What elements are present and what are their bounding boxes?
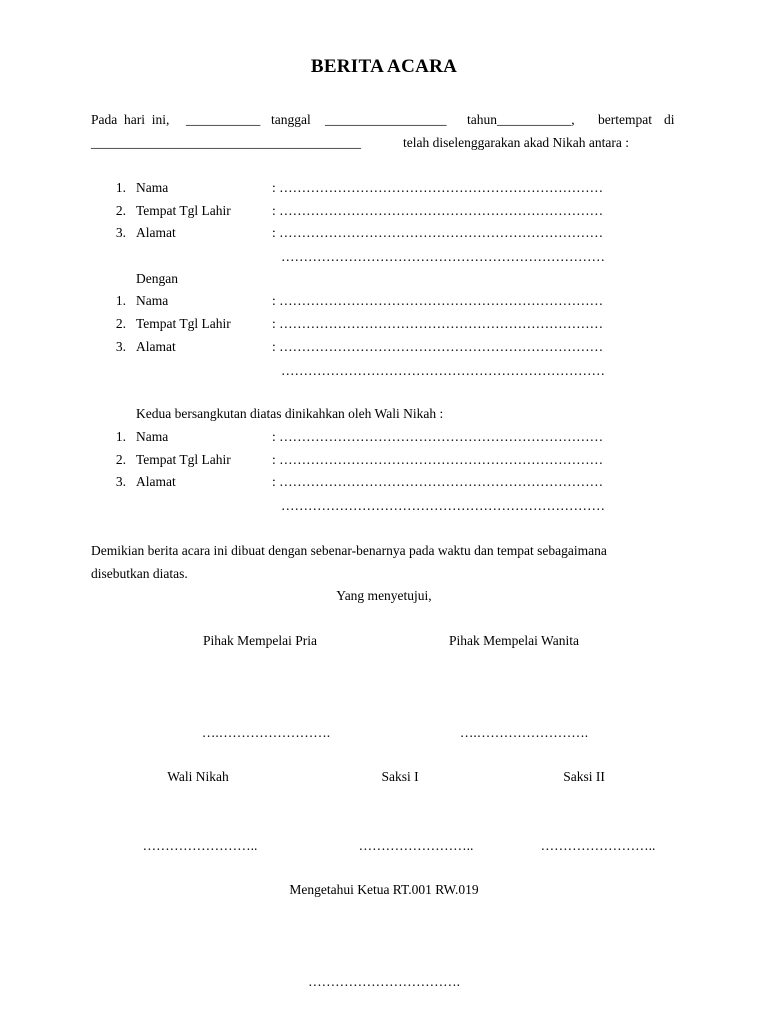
field-label: Tempat Tgl Lahir — [136, 316, 231, 331]
signature-label-saksi-2: Saksi II — [563, 769, 605, 784]
field-continuation: ……………………………………………………………… — [281, 498, 605, 513]
field-value: : ……………………………………………………………… — [272, 203, 604, 218]
group-heading: Kedua bersangkutan diatas dinikahkan oleh Wali Nikah : — [136, 406, 444, 421]
document-title: BERITA ACARA — [310, 56, 458, 77]
signature-label-pria: Pihak Mempelai Pria — [203, 633, 317, 648]
signature-line-pria: ….……………………. — [201, 725, 331, 740]
field-value: : ……………………………………………………………… — [272, 452, 604, 467]
intro-blank-tanggal: __________________ — [325, 112, 447, 127]
closing-statement: Demikian berita acara ini dibuat dengan sebenar-benarnya pada waktu dan tempat sebagaimana — [91, 543, 607, 558]
agreement-heading: Yang menyetujui, — [336, 588, 432, 603]
field-number: 2. — [115, 203, 126, 218]
field-value: : ……………………………………………………………… — [272, 225, 604, 240]
signature-line-saksi-2: …………………….. — [540, 838, 656, 853]
intro-akad-text: telah diselenggarakan akad Nikah antara : — [403, 135, 630, 150]
intro-tahun: tahun___________, — [467, 112, 575, 127]
signature-label-wanita: Pihak Mempelai Wanita — [449, 633, 579, 648]
signature-line-wali: …………………….. — [142, 838, 258, 853]
field-number: 3. — [115, 225, 126, 240]
group-heading: Dengan — [136, 271, 178, 286]
field-value: : ……………………………………………………………… — [272, 429, 604, 444]
field-label: Alamat — [136, 339, 176, 354]
field-label: Nama — [136, 180, 169, 195]
acknowledgement-ketua-rt: Mengetahui Ketua RT.001 RW.019 — [289, 882, 479, 897]
field-value: : ……………………………………………………………… — [272, 180, 604, 195]
intro-blank-hari: ___________ — [186, 112, 261, 127]
field-number: 1. — [115, 429, 126, 444]
field-label: Alamat — [136, 474, 176, 489]
intro-di: di — [664, 112, 675, 127]
field-value: : ……………………………………………………………… — [272, 293, 604, 308]
field-number: 3. — [115, 339, 126, 354]
signature-line-ketua-rt: ……………………………. — [308, 974, 460, 989]
field-number: 1. — [115, 293, 126, 308]
field-number: 2. — [115, 316, 126, 331]
field-label: Alamat — [136, 225, 176, 240]
field-continuation: ……………………………………………………………… — [281, 363, 605, 378]
signature-line-saksi-1: …………………….. — [358, 838, 474, 853]
field-label: Tempat Tgl Lahir — [136, 452, 231, 467]
field-value: : ……………………………………………………………… — [272, 316, 604, 331]
field-number: 1. — [115, 180, 126, 195]
intro-pada-hari: Pada hari ini, — [91, 112, 170, 127]
signature-line-wanita: ….……………………. — [459, 725, 589, 740]
field-number: 2. — [115, 452, 126, 467]
field-label: Nama — [136, 293, 169, 308]
field-continuation: ……………………………………………………………… — [281, 249, 605, 264]
signature-label-wali: Wali Nikah — [167, 769, 229, 784]
intro-bertempat: bertempat — [598, 112, 652, 127]
field-value: : ……………………………………………………………… — [272, 474, 604, 489]
intro-tanggal: tanggal — [271, 112, 311, 127]
signature-label-saksi-1: Saksi I — [381, 769, 419, 784]
field-label: Tempat Tgl Lahir — [136, 203, 231, 218]
field-value: : ……………………………………………………………… — [272, 339, 604, 354]
field-number: 3. — [115, 474, 126, 489]
intro-blank-tempat: ________________________________________ — [91, 135, 361, 150]
closing-statement-cont: disebutkan diatas. — [91, 566, 188, 581]
field-label: Nama — [136, 429, 169, 444]
